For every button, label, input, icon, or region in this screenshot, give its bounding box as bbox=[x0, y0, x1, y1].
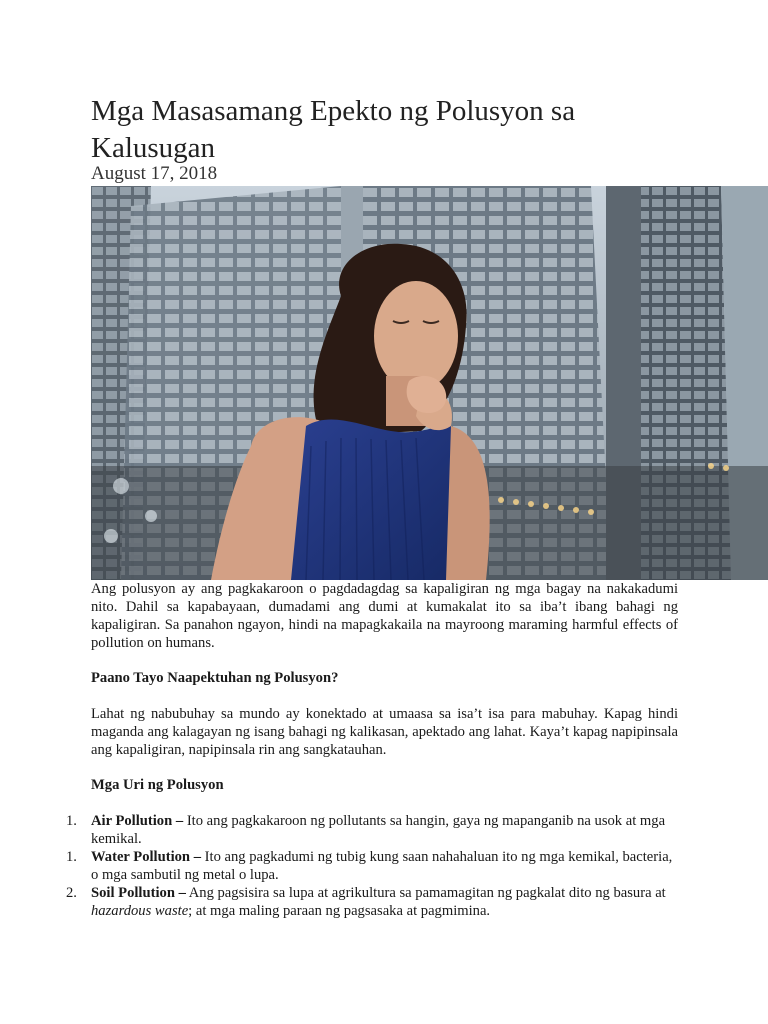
list-term: Water Pollution – bbox=[91, 849, 201, 865]
list-number: 1. bbox=[66, 813, 77, 829]
list-item bbox=[66, 812, 678, 848]
list-term: Air Pollution – bbox=[91, 813, 184, 829]
list-item bbox=[66, 884, 678, 920]
article-title: Mga Masasamang Epekto ng Polusyon sa Kalusugan bbox=[91, 95, 576, 164]
woman-coughing-in-city-icon bbox=[91, 186, 768, 580]
list-text: Ito ang pagkakaroon ng pollutants sa hangin, gaya ng mapanganib na usok at mga kemikal. bbox=[91, 813, 666, 847]
section-heading: Mga Uri ng Polusyon bbox=[91, 777, 224, 793]
intro-paragraph: Ang polusyon ay ang pagkakaroon o pagdadagdag sa kapaligiran ng mga bagay na nakakadumi nito. Dahil sa kapabayaan, dumadami ang dumi at kumakalat ito sa iba’t ibang bahagi ng kapaligiran. Sa panahon ngayon, hindi na mapagkakaila na mayroong maraming harmful effects of pollution on humans. bbox=[91, 581, 678, 651]
list-item bbox=[66, 848, 678, 884]
list-number: 1. bbox=[66, 849, 77, 865]
pollution-types-list bbox=[66, 812, 678, 920]
list-text: ; at mga maling paraan ng pagsasaka at pagmimina. bbox=[188, 903, 491, 919]
list-term: Soil Pollution – bbox=[91, 885, 186, 901]
list-text: Ang pagsisira sa lupa at agrikultura sa pamamagitan ng pagkalat dito ng basura at bbox=[185, 885, 666, 901]
article-photo bbox=[91, 186, 768, 580]
list-emphasis: hazardous waste bbox=[91, 903, 189, 919]
list-number: 2. bbox=[66, 885, 77, 901]
list-text: Ito ang pagkadumi ng tubig kung saan nahahaluan ito ng mga kemikal, bacteria, o mga sambutil ng metal o lupa. bbox=[91, 849, 673, 883]
article-date: August 17, 2018 bbox=[91, 163, 218, 184]
section-heading: Paano Tayo Naapektuhan ng Polusyon? bbox=[91, 670, 339, 686]
body-paragraph: Lahat ng nabubuhay sa mundo ay konektado at umaasa sa isa’t isa para mabuhay. Kapag hindi maganda ang kalagayan ng isang bahagi ng kalikasan, apektado ang lahat. Kaya’t kapag napipinsala ang kapaligiran, napipinsala rin ang sangkatauhan. bbox=[91, 706, 678, 758]
